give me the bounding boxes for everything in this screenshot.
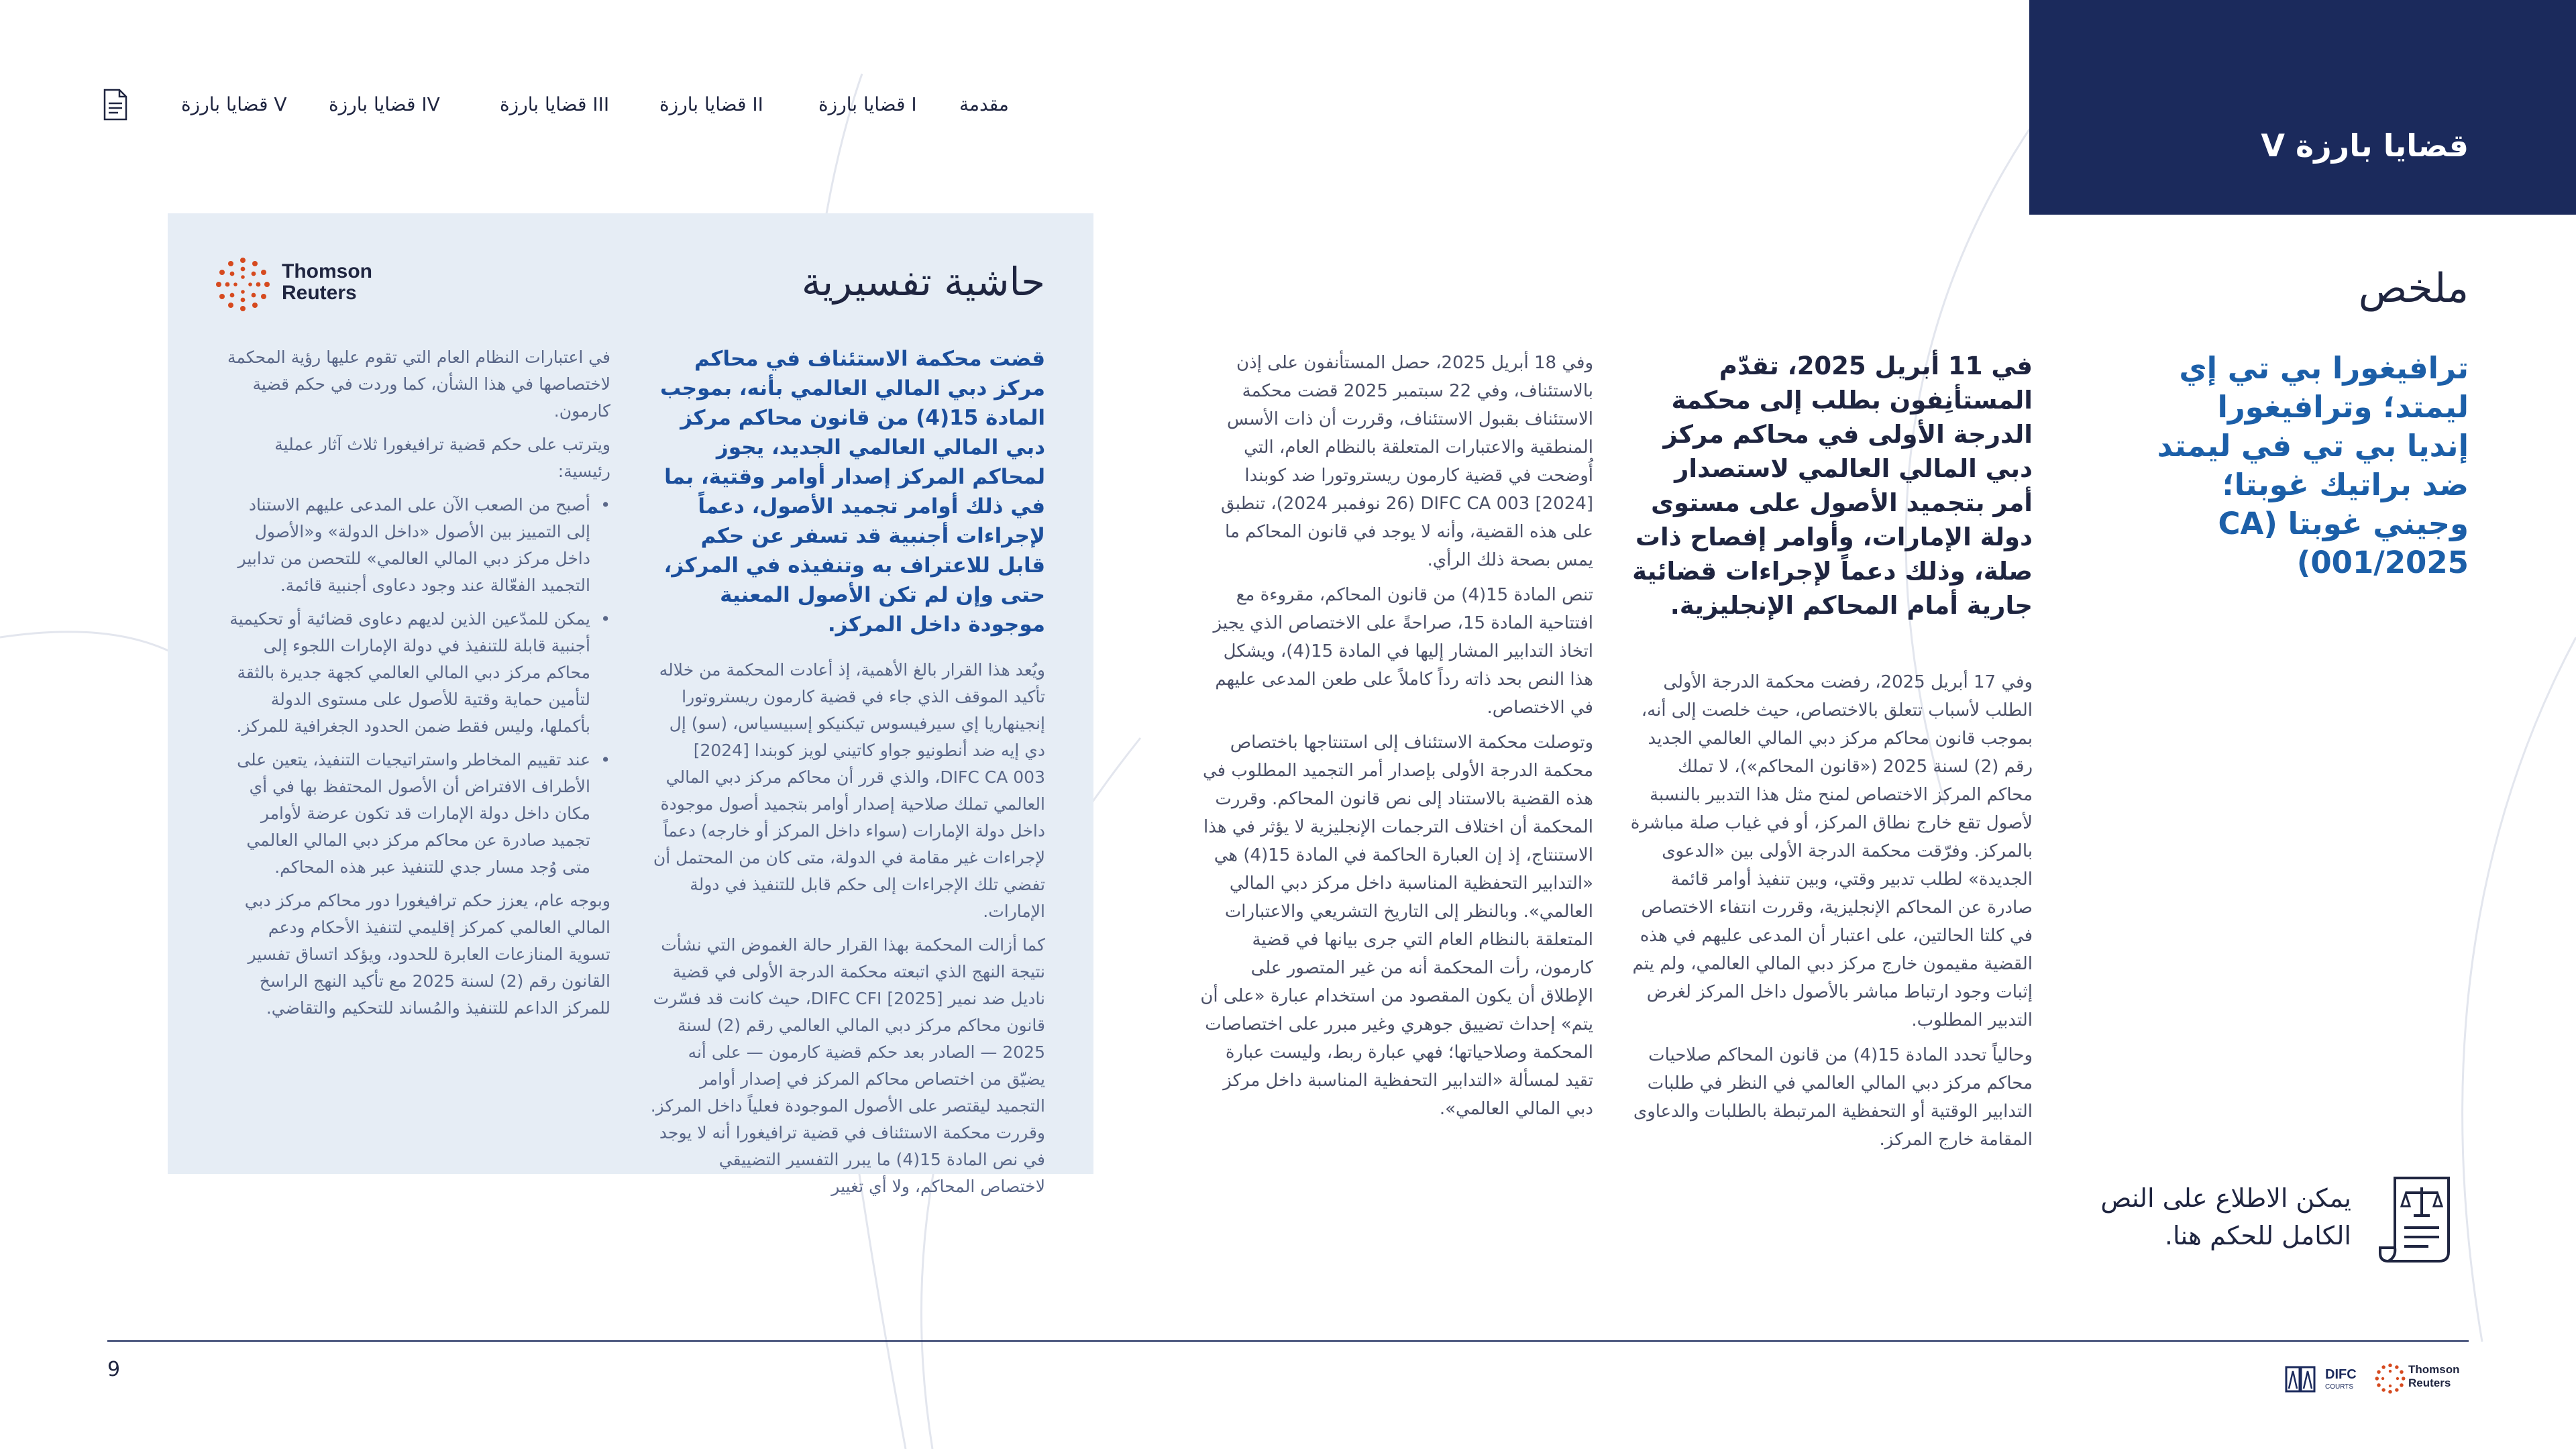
summary-column-1 (1630, 349, 2033, 1161)
panel-lead: قضت محكمة الاستئناف في محاكم مركز دبي المالي العالمي بأنه، بموجب المادة 15(4) من قانون محاكم مركز دبي المالي العالمي الجديد، يجوز لمحاكم المركز إصدار أوامر وقتية، بما في ذلك أوامر تجميد الأصول، دعماً لإجراءات أجنبية قد تسفر عن حكم قابل للاعتراف به وتنفيذه في المركز، حتى وإن لم تكن الأصول المعنية موجودة داخل المركز. (659, 347, 1045, 637)
thomson-reuters-logo (215, 254, 389, 321)
logo-word-thomson: Thomson (282, 260, 372, 282)
body-paragraph: وتوصلت محكمة الاستئناف إلى استنتاجها باختصاص محكمة الدرجة الأولى بإصدار أمر التجميد المطلوب في هذه القضية بالاستناد إلى نص قانون المحاكم. وقررت المحكمة أن اختلاف الترجمات الإنجليزية لا يؤثر في هذا الاستنتاج، إذ إن العبارة الحاكمة في المادة 15(4) هي «التدابير التحفظية المناسبة داخل مركز دبي المالي العالمي». وبالنظر إلى التاريخ التشريعي والاعتبارات المتعلقة بالنظام العام التي جرى بيانها في قضية كارمون، رأت المحكمة أنه من غير المتصور على الإطلاق أن يكون المقصود من استخدام عبارة «على أن يتم» إحداث تضييق جوهري وغير مبرر على اختصاصات المحكمة وصلاحياتها؛ فهي عبارة ربط، وليست عبارة تقيد لمسألة «التدابير التحفظية المناسبة داخل مركز دبي المالي العالمي». (1200, 733, 1593, 1119)
panel-paragraph: وبوجه عام، يعزز حكم ترافيغورا دور محاكم مركز دبي المالي العالمي كمركز إقليمي لتنفيذ الأحكام ودعم تسوية المنازعات العابرة للحدود، ويؤكد اتساق تفسير القانون رقم (2) لسنة 2025 مع تأكيد النهج الراسخ للمركز الداعم للتنفيذ والمُساند للتحكيم والتقاضي. (244, 891, 610, 1018)
document-icon[interactable] (102, 89, 129, 121)
case-title: ترافيغورا بي تي إي ليمتد؛ وترافيغورا إنديا بي تي في ليمتد ضد براتيك غوبتا؛ وجيني غوبتا (CA 001/2025) (2157, 350, 2469, 580)
nav-item-cases-4[interactable]: قضايا بارزة IV (329, 93, 440, 115)
list-item: • يمكن للمدّعين الذين لديهم دعاوى قضائية أو تحكيمية أجنبية قابلة للتنفيذ في دولة الإمارات اللجوء إلى محاكم مركز دبي المالي العالمي كجهة جديرة بالثقة لتأمين حماية وقتية للأصول على مستوى الدولة بأكملها، وليس فقط ضمن الحدود الجغرافية للمركز. (221, 606, 590, 740)
implications-list (221, 492, 610, 881)
footer-logo-thomson: Thomson (2408, 1363, 2460, 1376)
nav-item-intro[interactable]: مقدمة (959, 93, 1009, 115)
judgment-document-scales-icon[interactable] (2375, 1173, 2469, 1267)
section-title: قضايا بارزة V (2261, 127, 2469, 164)
panel-paragraph: في اعتبارات النظام العام التي تقوم عليها رؤية المحكمة لاختصاصها في هذا الشأن، كما وردت في حكم قضية كارمون. (227, 347, 610, 421)
footer-divider (107, 1340, 2469, 1342)
explanatory-note-panel (168, 213, 1093, 1196)
nav-item-cases-2[interactable]: قضايا بارزة II (659, 93, 763, 115)
list-item: • أصبح من الصعب الآن على المدعى عليهم الاستناد إلى التمييز بين الأصول «داخل الدولة» و«الأصول داخل مركز دبي المالي العالمي» للتحصن من تدابير التجميد الفعّالة عند وجود دعاوى أجنبية قائمة. (221, 492, 590, 599)
thomson-reuters-footer-icon (2375, 1363, 2406, 1394)
body-paragraph: وفي 17 أبريل 2025، رفضت محكمة الدرجة الأولى الطلب لأسباب تتعلق بالاختصاص، حيث خلصت إلى أنه، بموجب قانون محاكم مركز دبي المالي العالمي الجديد رقم (2) لسنة 2025 («قانون المحاكم»)، لا تملك محاكم المركز الاختصاص لمنح مثل هذا التدبير بالنسبة لأصول تقع خارج نطاق المركز، أو في غياب صلة مباشرة بالمركز. وفرّقت محكمة الدرجة الأولى بين «الدعوى الجديدة» لطلب تدبير وقتي، وبين تنفيذ أوامر قائمة صادرة عن المحاكم الإنجليزية، وقررت انتفاء الاختصاص في كلتا الحالتين، على اعتبار أن المدعى عليهم في هذه القضية مقيمون خارج مركز دبي المالي العالمي، ولم يتم إثبات وجود ارتباط مباشر بالأصول داخل المركز لغرض التدبير المطلوب. (1630, 672, 2033, 1030)
nav-item-cases-5[interactable]: قضايا بارزة V (181, 93, 287, 115)
panel-column-right (649, 344, 1045, 1207)
thomson-reuters-logo-icon (215, 256, 271, 313)
page-number: 9 (107, 1358, 121, 1381)
summary-column-2 (1197, 349, 1593, 1130)
panel-paragraph: ويُعد هذا القرار بالغ الأهمية، إذ أعادت المحكمة من خلاله تأكيد الموقف الذي جاء في قضية كارمون ريستروتورا إنجينهاريا إي سيرفيسوس تيكنيكو إسبيسياس، (سو) إل دي إيه ضد أنطونيو جواو كاتيني لويز كوبندا [2024] DIFC CA 003، والذي قرر أن محاكم مركز دبي المالي العالمي تملك صلاحية إصدار أوامر بتجميد أصول موجودة داخل دولة الإمارات (سواء داخل المركز أو خارجه) دعماً لإجراءات غير مقامة في الدولة، متى كان من المحتمل أن تفضي تلك الإجراءات إلى حكم قابل للتنفيذ في دولة الإمارات. (653, 660, 1045, 921)
panel-column-left (221, 344, 610, 1028)
panel-heading: حاشية تفسيرية (801, 259, 1045, 305)
body-paragraph: وحالياً تحدد المادة 15(4) من قانون المحاكم صلاحيات محاكم مركز دبي المالي العالمي في النظر في طلبات التدابير الوقتية أو التحفظية المرتبطة بالطلبات والدعاوى المقامة خارج المركز. (1633, 1045, 2033, 1150)
logo-word-reuters: Reuters (282, 282, 357, 304)
summary-heading: ملخص (2358, 265, 2469, 312)
difc-logo-text: DIFC (2325, 1367, 2357, 1382)
panel-paragraph: كما أزالت المحكمة بهذا القرار حالة الغموض التي نشأت نتيجة النهج الذي اتبعته محكمة الدرجة الأولى في قضية ناديل ضد نمير [2025] DIFC CFI، حيث كانت قد فسّرت قانون محاكم مركز دبي المالي العالمي رقم (2) لسنة 2025 — الصادر بعد حكم قضية كارمون — على أنه يضيّق من اختصاص محاكم المركز في إصدار أوامر التجميد ليقتصر على الأصول الموجودة فعلياً داخل المركز. وقررت محكمة الاستئناف في قضية ترافيغورا أنه لا يوجد في نص المادة 15(4) ما يبرر التفسير التضييقي لاختصاص المحاكم، ولا أي تغيير (650, 935, 1045, 1196)
difc-courts-logo-icon (2285, 1362, 2322, 1397)
footer-logo-reuters: Reuters (2408, 1377, 2451, 1389)
nav-item-cases-1[interactable]: قضايا بارزة I (818, 93, 917, 115)
section-header-box (2029, 0, 2576, 215)
body-paragraph: وفي 18 أبريل 2025، حصل المستأنفون على إذن بالاستئناف، وفي 22 سبتمبر 2025 قضت محكمة الاستئناف بقبول الاستئناف، وقررت أن ذات الأسس المنطقية والاعتبارات المتعلقة بالنظام العام، التي أُوضحت في قضية كارمون ريستروتورا ضد كوبندا [2024] DIFC CA 003 (26 نوفمبر 2024)، تنطبق على هذه القضية، وأنه لا يوجد في قانون المحاكم ما يمس بصحة ذلك الرأي. (1221, 353, 1593, 570)
footer-logos (2281, 1359, 2475, 1399)
body-paragraph: تنص المادة 15(4) من قانون المحاكم، مقروءة مع افتتاحية المادة 15، صراحةً على الاختصاص الذي يجيز اتخاذ التدابير المشار إليها في المادة 15(4)، ويشكل هذا النص بحد ذاته رداً كاملاً على طعن المدعى عليهم في الاختصاص. (1213, 585, 1593, 718)
list-item: • عند تقييم المخاطر واستراتيجيات التنفيذ، يتعين على الأطراف الافتراض أن الأصول المحتفظ بها في أي مكان داخل دولة الإمارات قد تكون عرضة لأوامر تجميد صادرة عن محاكم مركز دبي المالي العالمي متى وُجد مسار جدي للتنفيذ عبر هذه المحاكم. (221, 747, 590, 881)
courts-logo-text: COURTS (2325, 1383, 2354, 1391)
nav-item-cases-3[interactable]: قضايا بارزة III (500, 93, 610, 115)
full-judgment-link[interactable]: يمكن الاطلاع على النص الكامل للحكم هنا. (2100, 1183, 2351, 1250)
panel-paragraph: ويترتب على حكم قضية ترافيغورا ثلاث آثار عملية رئيسية: (274, 435, 610, 481)
lead-paragraph: في 11 أبريل 2025، تقدّم المستأنِفون بطلب إلى محكمة الدرجة الأولى في محاكم مركز دبي المالي العالمي لاستصدار أمر بتجميد الأصول على مستوى دولة الإمارات، وأوامر إفصاح ذات صلة، وذلك دعماً لإجراءات قضائية جارية أمام المحاكم الإنجليزية. (1632, 352, 2033, 620)
